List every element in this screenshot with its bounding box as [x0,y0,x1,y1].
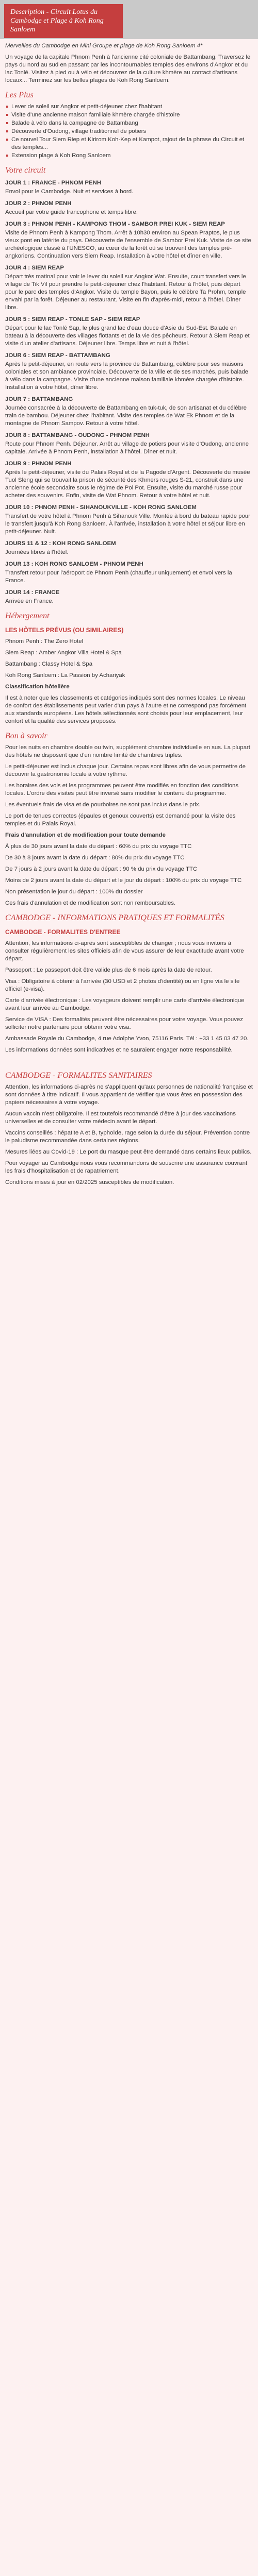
hotels-title: Hébergement [5,612,50,620]
plus-title: Les Plus [5,91,34,99]
hotel-item: Phnom Penh : The Zero Hotel [5,638,84,645]
day-text: Après le petit-déjeuner, en route vers la province de Battambang, célèbre pour ses maisons coloniales et son ambiance provinciale. Découverte de la ville et de ses marchés, puis balade à vélo dans la campagne. Visite d'une ancienne maison familiale khmère chargée d'histoire. Installation à votre hôtel, dîner libre. [5,361,249,391]
hotels-heading: LES HÔTELS PRÉVUS (OU SIMILAIRES) [5,626,124,634]
spacer [5,1058,253,1065]
day-title: JOUR 5 : SIEM REAP - TONLE SAP - SIEM REAP [5,316,140,323]
day-text: Accueil par votre guide francophone et temps libre. [5,209,138,215]
formalites-para: Carte d'arrivée électronique : Les voyageurs doivent remplir une carte d'arrivée électronique avant leur arrivée au Cambodge. [5,997,245,1011]
bonsavoir-para: Les horaires des vols et les programmes peuvent être modifiés en fonction des conditions locales. L'ordre des visites peut être inversé sans modifier le contenu du programme. [5,783,239,796]
intro-title: Merveilles du Cambodge en Mini Groupe et plage de Koh Rong Sanloem 4* [5,43,203,49]
bonsavoir-para: Le port de tenues correctes (épaules et genoux couverts) est demandé pour la visite des temples et du Palais Royal. [5,813,236,827]
day-title: JOUR 7 : BATTAMBANG [5,396,73,402]
sante-para: Aucun vaccin n'est obligatoire. Il est toutefois recommandé d'être à jour des vaccinations universelles et de consulter votre médecin avant le départ. [5,1111,236,1125]
day-text: Transfert de votre hôtel à Phnom Penh à Sihanouk Ville. Montée à bord du bateau rapide pour le transfert jusqu'à Koh Rong Sanloem. À l'arrivée, installation à votre hôtel et séjour libre en petit-déjeuner. Nuit. [5,513,250,535]
plus-item: Visite d'une ancienne maison familiale khmère chargée d'histoire [5,111,253,119]
day-text: Départ pour le lac Tonlé Sap, le plus grand lac d'eau douce d'Asie du Sud-Est. Balade en bateau à la découverte des villages flottants et de la vie des pêcheurs. Retour à Siem Reap et visite d'un atelier d'artisans. Déjeuner libre. Temps libre et nuit à l'hôtel. [5,325,250,347]
day-title: JOUR 8 : BATTAMBANG - OUDONG - PHNOM PENH [5,432,150,438]
day-title: JOUR 6 : SIEM REAP - BATTAMBANG [5,352,110,359]
bonsavoir-para: Les éventuels frais de visa et de pourboires ne sont pas inclus dans le prix. [5,802,201,808]
cancel-item: À plus de 30 jours avant la date du départ : 60% du prix du voyage TTC [5,843,192,850]
content [0,39,258,1187]
sante-para: Mesures liées au Covid-19 : Le port du masque peut être demandé dans certains lieux publics. [5,1149,252,1155]
plus-item: Lever de soleil sur Angkor et petit-déjeuner chez l'habitant [5,103,253,111]
bonsavoir-title: Bon à savoir [5,732,47,740]
day-text: Journée consacrée à la découverte de Battambang en tuk-tuk, de son artisanat et du célèbre train de bambou. Déjeuner chez l'habitant. Visite des temples de Wat Ek Phnom et de la montagne de Phnom Sampov. Retour à votre hôtel. [5,405,247,427]
day-title: JOUR 10 : PHNOM PENH - SIHANOUKVILLE - KOH RONG SANLOEM [5,504,197,511]
day-title: JOUR 2 : PHNOM PENH [5,200,72,207]
day-title: JOUR 9 : PHNOM PENH [5,461,72,467]
day [5,316,253,348]
plus-list [5,103,253,160]
day [5,200,253,216]
cancel-item: De 30 à 8 jours avant la date du départ : 80% du prix du voyage TTC [5,855,185,861]
classif-text: Il est à noter que les classements et catégories indiqués sont des normes locales. Le niveau de confort des établissements peut varier d'un pays à l'autre et ne correspond pas forcément aux standards européens. Les hôtels sélectionnés sont choisis pour leur emplacement, leur confort et la qualité des services proposés. [5,695,247,724]
plus-item: Balade à vélo dans la campagne de Battambang [5,120,253,127]
cancel-item: Non présentation le jour du départ : 100% du dossier [5,889,143,895]
sante-para: Vaccins conseillés : hépatite A et B, typhoïde, rage selon la durée du séjour. Prévention contre le paludisme recommandée dans certaines régions. [5,1130,250,1144]
day-title: JOUR 4 : SIEM REAP [5,265,64,271]
day [5,396,253,428]
cancel-title: Frais d'annulation et de modification pour toute demande [5,832,166,838]
hotel-item: Koh Rong Sanloem : La Passion by Achariyak [5,672,125,679]
day [5,504,253,536]
bonsavoir-para: Pour les nuits en chambre double ou twin, supplément chambre individuelle en sus. La plupart des hôtels ne disposent que d'un nombre limité de chambres triples. [5,744,250,758]
bonsavoir-para: Le petit-déjeuner est inclus chaque jour. Certains repas sont libres afin de vous permettre de découvrir la gastronomie locale à votre rythme. [5,764,246,777]
formalites-para: Visa : Obligatoire à obtenir à l'arrivée (30 USD et 2 photos d'identité) ou en ligne via le site officiel (e-visa). [5,978,240,992]
day [5,352,253,392]
day-list [5,179,253,605]
cancel-note: Ces frais d'annulation et de modification sont non remboursables. [5,900,176,906]
formalites-para: Passeport : Le passeport doit être valide plus de 6 mois après la date de retour. [5,967,212,973]
hero-banner [0,0,258,39]
day-text: Transfert retour pour l'aéroport de Phnom Penh (chauffeur uniquement) et envol vers la France. [5,570,232,584]
circuit-title: Votre circuit [5,166,46,175]
plus-item: Ce nouvel Tour Siem Riep et Kirirom Koh-Kep et Kampot, rajout de la phrase du Circuit et des temples... [5,136,253,151]
formalites-para: Les informations données sont indicatives et ne sauraient engager notre responsabilité. [5,1047,233,1053]
sante-title: CAMBODGE - FORMALITES SANITAIRES [5,1071,152,1080]
day [5,432,253,456]
day-title: JOURS 11 & 12 : KOH RONG SANLOEM [5,540,116,547]
day [5,264,253,312]
formalites-para: Service de VISA : Des formalités peuvent être nécessaires pour votre voyage. Vous pouvez solliciter notre partenaire pour obtenir votre visa. [5,1016,243,1030]
formalites-title: CAMBODGE - INFORMATIONS PRATIQUES ET FORMALITÉS [5,913,224,922]
day-text: Après le petit-déjeuner, visite du Palais Royal et de la Pagode d'Argent. Découverte du musée Tuol Sleng qui se trouvait la prison de sécurité des Khmers rouges S-21, construit dans une ancienne école secondaire sous le régime de Pol Pot. Ensuite, visite du marché russe pour acheter des souvenirs. Enfin, visite de Wat Phnom. Retour à votre hôtel et nuit. [5,469,250,499]
sante-para: Conditions mises à jour en 02/2025 susceptibles de modification. [5,1179,174,1185]
day [5,561,253,585]
sante-para: Pour voyager au Cambodge nous vous recommandons de souscrire une assurance couvrant les frais d'hospitalisation et de rapatriement. [5,1160,248,1174]
formalites-para: Ambassade Royale du Cambodge, 4 rue Adolphe Yvon, 75116 Paris. Tél : +33 1 45 03 47 20. [5,1036,249,1042]
hotel-item: Battambang : Classy Hotel & Spa [5,661,93,667]
day-title: JOUR 3 : PHNOM PENH - KAMPONG THOM - SAMBOR PREI KUK - SIEM REAP [5,221,225,227]
sante-para: Attention, les informations ci-après ne s'appliquent qu'aux personnes de nationalité française et sont données à titre indicatif. Il vous appartient de vérifier que vous êtes en possession des papiers nécessaires à votre voyage. [5,1084,253,1106]
day-title: JOUR 1 : FRANCE - PHNOM PENH [5,180,102,186]
day-text: Journées libres à l'hôtel. [5,549,69,555]
formalites-para: Attention, les informations ci-après sont susceptibles de changer ; nous vous invitons à consulter régulièrement les sites officiels afin de vous assurer de leur exactitude avant votre départ. [5,940,244,962]
cancel-item: De 7 jours à 2 jours avant la date du départ : 90 % du prix du voyage TTC [5,866,198,872]
day-text: Route pour Phnom Penh. Déjeuner. Arrêt au village de potiers pour visite d'Oudong, ancienne capitale. Arrivée à Phnom Penh, installation à l'hôtel. Dîner et nuit. [5,441,249,455]
day-text: Arrivée en France. [5,598,54,604]
plus-item: Extension plage à Koh Rong Sanloem [5,152,253,160]
day-title: JOUR 14 : FRANCE [5,589,60,596]
formalites-subtitle: CAMBODGE - FORMALITES D'ENTREE [5,928,121,936]
day-text: Envol pour le Cambodge. Nuit et services à bord. [5,189,134,195]
day-text: Départ très matinal pour voir le lever du soleil sur Angkor Wat. Ensuite, court transfert vers le village de Tik Vil pour prendre le petit-déjeuner chez l'habitant. Retour à l'hôtel, puis départ pour le parc des temples d'Angkor. Visite du temple Bayon, puis le célèbre Ta Prohm, temple envahi par la forêt. Déjeuner au restaurant. Visite en fin d'après-midi, retour à l'hôtel. Dîner libre. [5,274,246,311]
intro-text: Un voyage de la capitale Phnom Penh à l'ancienne cité coloniale de Battambang. Traversez le pays du nord au sud en passant par les incontournables temples des environs d'Angkor et du lac Tonlé. Visitez à pied ou à vélo et découvrez de la culture khmère au contact d'artisans locaux... Terminez sur les belles plages de Koh Rong Sanloem. [5,54,251,83]
cancel-item: Moins de 2 jours avant la date du départ et le jour du départ : 100% du prix du voyage TTC [5,877,242,884]
day-title: JOUR 13 : KOH RONG SANLOEM - PHNOM PENH [5,561,143,567]
hotel-item: Siem Reap : Amber Angkor Villa Hotel & Spa [5,650,122,656]
classif-title: Classification hôtelière [5,684,70,690]
page-title: Description - Circuit Lotus du Cambodge et Plage à Koh Rong Sanloem [4,4,123,38]
plus-item: Découverte d'Oudong, village traditionnel de potiers [5,128,253,135]
day [5,540,253,556]
day [5,221,253,260]
day-text: Visite de Phnom Penh à Kampong Thom. Arrêt à 10h30 environ au Spean Praptos, le plus vieux pont en latérite du pays. Découverte de l'ensemble de Sambor Prei Kuk. Visite de ce site archéologique classé à l'UNESCO, au cœur de la forêt où se trouvent des temples pré-angkoriens. Continuation vers Siem Reap. Installation à votre hôtel et dîner en ville. [5,230,251,259]
day [5,460,253,500]
day [5,589,253,605]
day [5,179,253,196]
